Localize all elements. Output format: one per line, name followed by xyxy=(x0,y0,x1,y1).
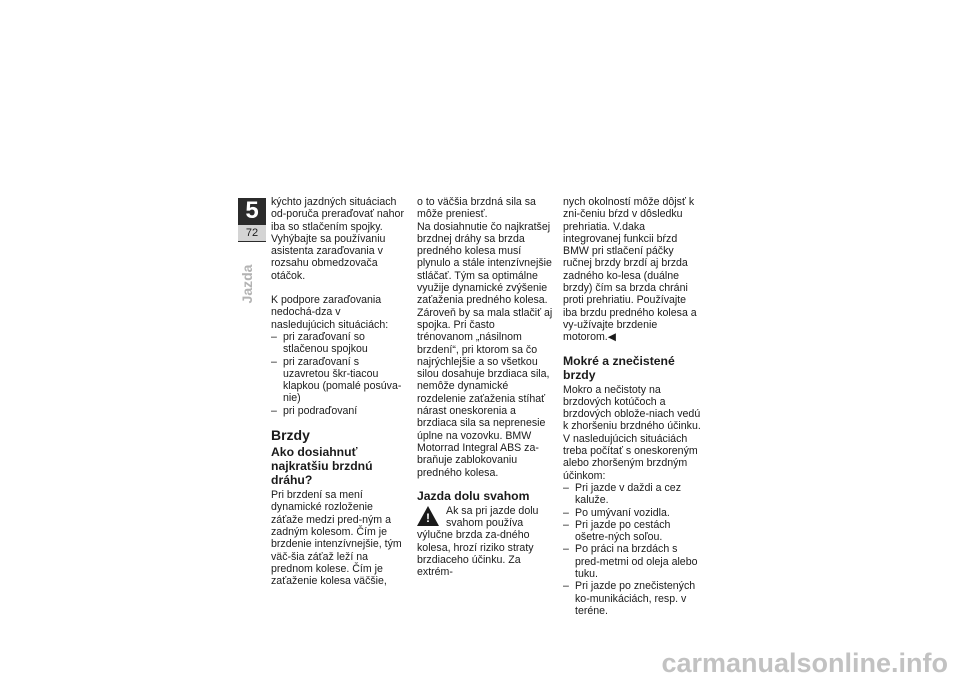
list-item: – Po práci na brzdách s pred-metmi od oleja alebo tuku. xyxy=(563,543,703,580)
list-item: – pri zaraďovaní so stlačenou spojkou xyxy=(271,331,407,356)
column-3 xyxy=(563,196,703,617)
warning-note xyxy=(417,505,553,579)
list-item: – Pri jazde po cestách ošetre-ných soľou. xyxy=(563,519,703,544)
paragraph: K podpore zaraďovania nedochá-dza v nasledujúcich situáciách: xyxy=(271,294,389,331)
warning-icon xyxy=(417,506,441,528)
paragraph: Pri brzdení sa mení dynamické rozloženie záťaže medzi pred-ným a zadným kolesom. Čím je brzdenie intenzívnejšie, tým väč-šia záťaž leží na prednom kolese. Čím je zaťaženie kolesa väčšie, xyxy=(271,489,402,588)
list-item: – Pri jazde po znečistených ko-munikáciách, resp. v teréne. xyxy=(563,580,703,617)
warning-text: Ak sa pri jazde dolu svahom používa výlučne brzda za-dného kolesa, hrozí riziko straty brzdiaceho účinku. Za extrém- xyxy=(417,504,539,579)
column-1 xyxy=(271,196,407,587)
paragraph: Na dosiahnutie čo najkratšej brzdnej dráhy sa brzda predného kolesa musí plynulo a stále intenzívnejšie stláčať. Tým sa optimálne využije dynamické zvýšenie zaťaženia predného kolesa. Zároveň by sa mala stlačiť aj spojka. Pri často trénovanom „násilnom brzdení“, pri ktorom sa čo najrýchlejšie a so všetkou silou dosahuje brzdiaca sila, nemôže dynamické rozdelenie zaťaženia stíhať nárast oneskorenia a brzdiaca sila sa neprenesie úplne na vozovku. BMW Motorrad Integral ABS za-braňuje zablokovaniu predného kolesa. xyxy=(417,220,553,479)
chapter-tab xyxy=(238,198,266,242)
column-2 xyxy=(417,196,553,579)
watermark: carmanualsonline.info xyxy=(661,648,948,678)
page-number: 72 xyxy=(238,225,266,241)
paragraph: o to väčšia brzdná sila sa môže preniesť. xyxy=(417,196,536,221)
list-item: – pri zaraďovaní s uzavretou škr-tiacou klapkou (pomalé posúva-nie) xyxy=(271,356,407,405)
list-item: – pri podraďovaní xyxy=(271,405,407,417)
paragraph: Mokro a nečistoty na brzdových kotúčoch a brzdových obložе-niach vedú k zhoršeniu brzdného účinku. xyxy=(563,383,701,433)
subsection-heading: Jazda dolu svahom xyxy=(417,488,530,503)
paragraph: kýchto jazdných situáciach od-poruča preraďovať nahor iba so stlačením spojky. Vyhýbajte sa používaniu asistenta zaraďovania v rozsahu obmedzovača otáčok. xyxy=(271,196,404,282)
chapter-number: 5 xyxy=(245,197,259,224)
subsection-heading: Ako dosiahnuť najkratšiu brzdnú dráhu? xyxy=(271,445,373,488)
list-item: – Pri jazde v daždi a cez kaluže. xyxy=(563,482,703,507)
list-item: – Po umývaní vozidla. xyxy=(563,507,703,519)
chapter-title: Jazda xyxy=(239,264,255,304)
section-heading: Brzdy xyxy=(271,427,310,444)
subsection-heading: Mokré a znečistené brzdy xyxy=(563,353,675,382)
paragraph: nych okolností môže dôjsť k zni-čeniu bŕzd v dôsledku prehriatia. V.daka integrovanej funkcii bŕzd BMW pri stlačení páčky ručnej brzdy brzdí aj brzda zadného ko-lesa (duálne brzdy) čím sa brzda chráni proti prehriatiu. Používajte iba brzdu predného kolesa a vy-užívajte brzdenie motorom.◀ xyxy=(563,196,697,344)
paragraph: V nasledujúcich situáciách treba počítať s oneskoreným alebo zhoršeným brzdným účinkom: xyxy=(563,432,698,482)
